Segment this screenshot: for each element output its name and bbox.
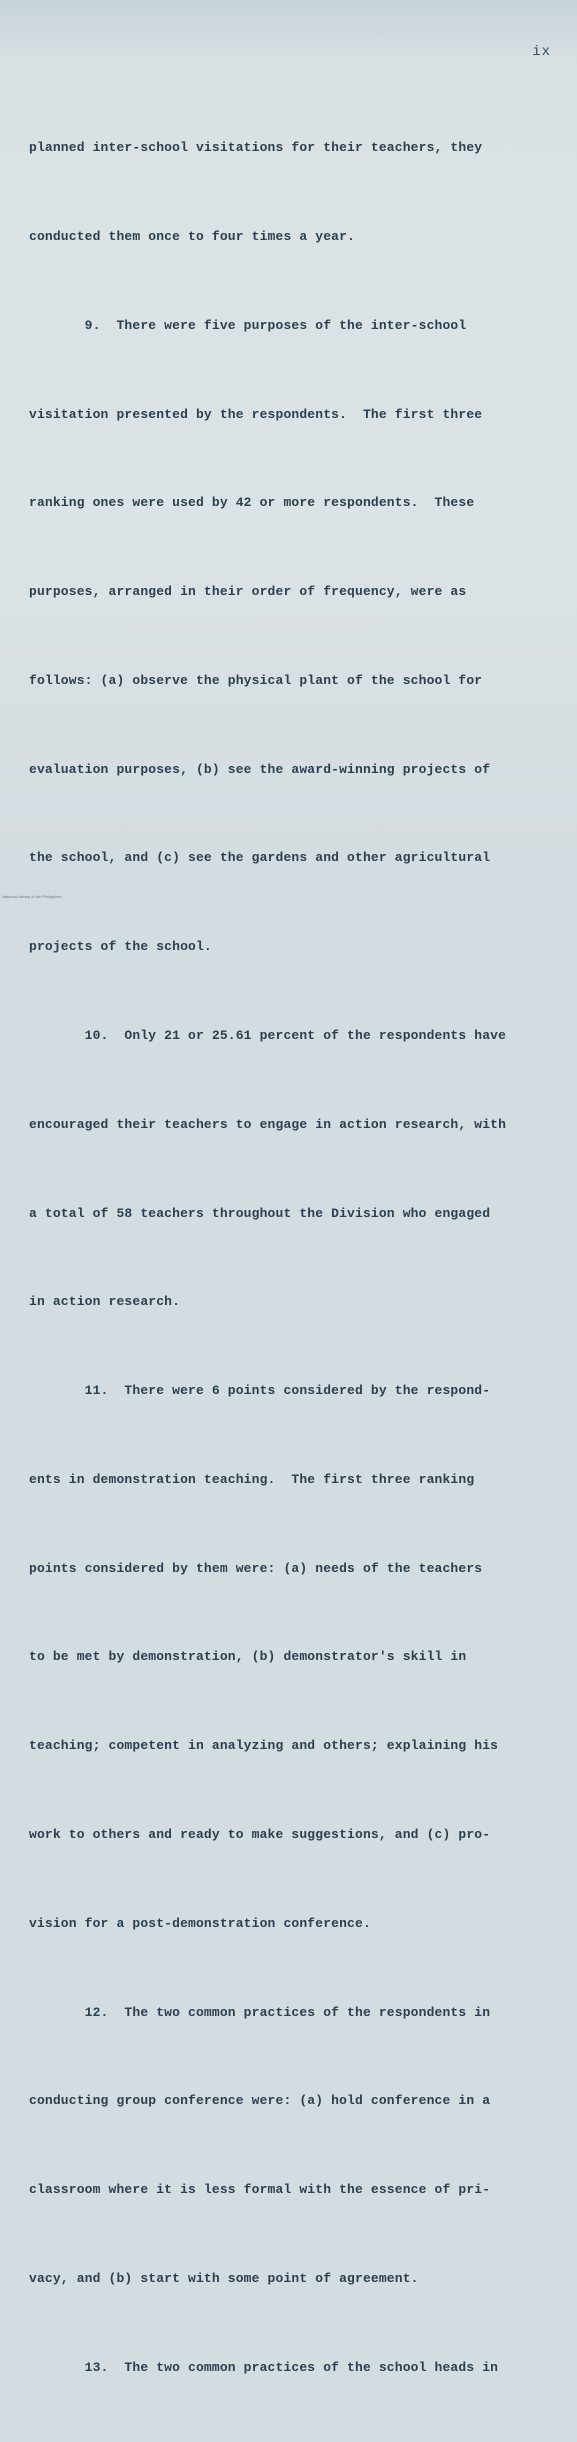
- text-line: points considered by them were: (a) needs of the teachers: [29, 1560, 483, 1576]
- text-line: projects of the school.: [29, 939, 212, 955]
- text-line: vision for a post-demonstration conference.: [29, 1915, 371, 1931]
- text-line: conducting group conference were: (a) hold conference in a: [29, 2093, 491, 2109]
- body-text: [29, 74, 569, 2442]
- text-line: planned inter-school visitations for their teachers, they: [29, 140, 483, 156]
- text-line: teaching; competent in analyzing and others; explaining his: [29, 1738, 499, 1754]
- text-line: a total of 58 teachers throughout the Division who engaged: [29, 1205, 491, 1221]
- text-line: ents in demonstration teaching. The first three ranking: [29, 1471, 475, 1487]
- text-line: 9. There were five purposes of the inter-school: [29, 317, 467, 333]
- text-line: encouraged their teachers to engage in action research, with: [29, 1116, 507, 1132]
- text-line: visitation presented by the respondents. The first three: [29, 406, 483, 422]
- text-line: 13. The two common practices of the school heads in: [29, 2359, 499, 2375]
- text-line: 11. There were 6 points considered by the respond-: [29, 1383, 491, 1399]
- text-line: vacy, and (b) start with some point of agreement.: [29, 2270, 419, 2286]
- page-number: ix: [532, 44, 551, 60]
- text-line: follows: (a) observe the physical plant of the school for: [29, 672, 483, 688]
- text-line: ranking ones were used by 42 or more respondents. These: [29, 495, 475, 511]
- text-line: conducted them once to four times a year.: [29, 228, 356, 244]
- archive-footer: National Library of the Philippines: [2, 894, 62, 899]
- text-line: evaluation purposes, (b) see the award-winning projects of: [29, 761, 491, 777]
- text-line: the school, and (c) see the gardens and other agricultural: [29, 850, 491, 866]
- text-line: work to others and ready to make suggestions, and (c) pro-: [29, 1827, 491, 1843]
- text-line: to be met by demonstration, (b) demonstrator's skill in: [29, 1649, 467, 1665]
- text-line: 12. The two common practices of the respondents in: [29, 2004, 491, 2020]
- text-line: in action research.: [29, 1294, 181, 1310]
- text-line: 10. Only 21 or 25.61 percent of the respondents have: [29, 1028, 507, 1043]
- text-line: purposes, arranged in their order of frequency, were as: [29, 584, 467, 600]
- text-line: classroom where it is less formal with the essence of pri-: [29, 2182, 491, 2198]
